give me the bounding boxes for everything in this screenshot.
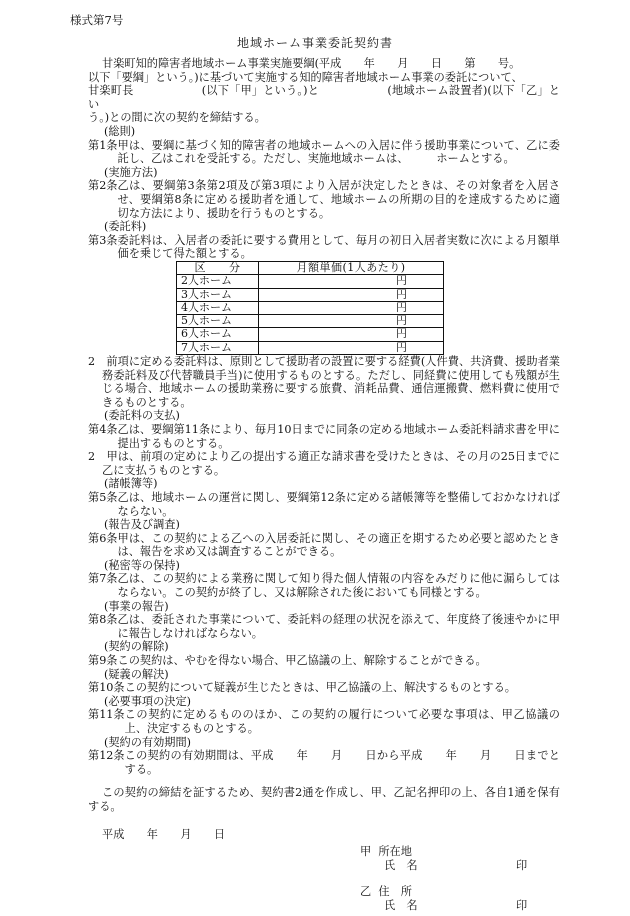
party-b-name-label: 氏 名: [384, 899, 418, 913]
cell-price: 円: [259, 288, 444, 301]
cell-kind: 3人ホーム: [177, 288, 259, 301]
party-b-address-row: [360, 885, 412, 899]
cell-price: 円: [259, 341, 444, 354]
cell-kind: 6人ホーム: [177, 328, 259, 341]
article-text: 乙は、地域ホームの運営に関し、要綱第12条に定める諸帳簿等を整備しておかなければならない。: [117, 490, 560, 518]
article-number: 第4条: [88, 422, 118, 436]
article-number: 第10条: [88, 681, 125, 695]
article-number: 第8条: [88, 613, 118, 627]
cell-price: 円: [259, 328, 444, 341]
article-number: 第3条: [88, 233, 118, 247]
article-number: 第12条: [88, 749, 125, 763]
heading-general: (総則): [104, 124, 136, 138]
article-text: 乙は、要綱第11条により、毎月10日までに同条の定める地域ホーム委託料請求書を甲に提出するものとする。: [117, 422, 560, 450]
fee-table-header: [177, 261, 444, 274]
cell-kind: 2人ホーム: [177, 275, 259, 288]
article-10: [88, 681, 560, 695]
article-5: [88, 491, 560, 518]
heading-confidentiality: (秘密等の保持): [104, 558, 180, 572]
party-b-name-row: [384, 899, 418, 913]
article-6: [88, 532, 560, 559]
article-number: 第2条: [88, 179, 118, 193]
party-b-address-label: 住 所: [378, 885, 412, 899]
article-2: [88, 179, 560, 220]
table-row: [177, 301, 444, 314]
article-4: [88, 423, 560, 450]
party-a-address-row: [360, 845, 412, 859]
party-b-label: 乙: [360, 885, 372, 899]
cell-kind: 7人ホーム: [177, 341, 259, 354]
article-number: 第11条: [88, 708, 125, 722]
article-8: [88, 613, 560, 640]
article-3: [88, 234, 560, 261]
article-text: 委託料は、入居者の委託に要する費用として、毎月の初日入居者実数に次による月額単価を乗じて得た額とする。: [117, 233, 560, 261]
party-a-name-row: [384, 859, 418, 873]
article-number: 第5条: [88, 490, 118, 504]
preamble: [88, 57, 560, 125]
heading-business-report: (事業の報告): [104, 599, 169, 613]
table-row: [177, 275, 444, 288]
article-7: [88, 572, 560, 599]
article-number: 第7条: [88, 572, 118, 586]
closing-statement: この契約の締結を証するため、契約書2通を作成し、甲、乙記名押印の上、各自1通を保有する。: [88, 786, 560, 813]
heading-fee: (委託料): [104, 220, 147, 234]
article-text: 甲は、この契約による乙への入居委託に関し、その適正を期するため必要と認めたときは、報告を求め又は調査することができる。: [117, 531, 560, 559]
preamble-line-2: 以下「要綱」という。)に基づいて実施する知的障害者地域ホーム事業の委託について、: [88, 70, 523, 84]
party-a-address-label: 所在地: [378, 845, 412, 859]
article-number: 第1条: [88, 138, 118, 152]
cell-price: 円: [259, 315, 444, 328]
cell-kind: 4人ホーム: [177, 301, 259, 314]
document-title: 地域ホーム事業委託契約書: [236, 36, 393, 50]
heading-doubts: (疑義の解決): [104, 667, 169, 681]
table-row: [177, 288, 444, 301]
article-1: [88, 139, 560, 166]
table-row: [177, 328, 444, 341]
article-text: 乙は、委託された事業について、委託料の経理の状況を添えて、年度終了後速やかに甲に報告しなければならない。: [117, 613, 560, 640]
article-9: [88, 654, 560, 668]
contract-date: 平成 年 月 日: [102, 827, 226, 841]
heading-validity: (契約の有効期間): [104, 735, 192, 749]
heading-necessary-matters: (必要事項の決定): [104, 694, 192, 708]
heading-books: (諸帳簿等): [104, 477, 158, 491]
cell-kind: 5人ホーム: [177, 315, 259, 328]
article-text: この契約に定めるもののほか、この契約の履行について必要な事項は、甲乙協議の上、決定するものとする。: [124, 708, 560, 736]
article-text: 乙は、要綱第3条第2項及び第3項により入居が決定したときは、その対象者を入居させ、要綱第8条に定める援助者を通して、地域ホームの所期の目的を達成するために適切な方法により、援助を行うものとする。: [117, 179, 560, 220]
article-number: 第9条: [88, 654, 118, 668]
article-text: この契約について疑義が生じたときは、甲乙協議の上、解決するものとする。: [124, 681, 516, 695]
article-3-paragraph-2: 2 前項に定める委託料は、原則として援助者の設置に要する経費(人件費、共済費、援助者業務委託料及び代替職員手当)に使用するものとする。ただし、同経費に使用しても残額が生じる場合、地域ホームの援助業務に要する旅費、消耗品費、通信運搬費、燃料費に使用できるものとする。: [88, 354, 560, 409]
article-text: この契約は、やむを得ない場合、甲乙協議の上、解除することができる。: [117, 654, 487, 668]
cell-price: 円: [259, 301, 444, 314]
party-a-seal: 印: [516, 859, 528, 873]
signature-block: [88, 845, 560, 916]
heading-report-investigation: (報告及び調査): [104, 518, 180, 532]
article-12: [88, 749, 560, 776]
header-kind: 区 分: [177, 261, 259, 274]
cell-price: 円: [259, 275, 444, 288]
party-a-name-label: 氏 名: [384, 859, 418, 873]
article-text: 甲は、要綱に基づく知的障害者の地域ホームへの入居に伴う援助事業について、乙に委託し、乙はこれを受託する。ただし、実施地域ホームは、 ホームとする。: [117, 138, 560, 166]
heading-method: (実施方法): [104, 165, 158, 179]
table-row: [177, 315, 444, 328]
party-a-label: 甲: [360, 845, 372, 859]
preamble-line-3: 甘楽町長 (以下「甲」という。)と (地域ホーム設置者)(以下「乙」とい: [88, 84, 560, 111]
fee-table: [176, 261, 444, 355]
table-row: [177, 341, 444, 354]
article-4-paragraph-2: 2 甲は、前項の定めにより乙の提出する適正な請求書を受けたときは、その月の25日までに乙に支払うものとする。: [88, 450, 560, 477]
article-11: [88, 708, 560, 735]
form-number: 様式第7号: [70, 13, 124, 27]
contract-body: [88, 57, 560, 916]
article-number: 第6条: [88, 531, 118, 545]
article-text: 乙は、この契約による業務に関して知り得た個人情報の内容をみだりに他に漏らしてはならない。この契約が終了し、又は解除された後においても同様とする。: [117, 572, 560, 600]
heading-termination: (契約の解除): [104, 640, 169, 654]
header-price: 月額単価(1人あたり): [259, 261, 444, 274]
heading-payment: (委託料の支払): [104, 409, 180, 423]
preamble-line-4: う。)との間に次の契約を締結する。: [88, 111, 266, 125]
party-b-seal: 印: [516, 899, 528, 913]
preamble-line-1: 甘楽町知的障害者地域ホーム事業実施要綱(平成 年 月 日 第 号。: [102, 57, 521, 70]
article-text: この契約の有効期間は、平成 年 月 日から平成 年 月 日までとする。: [124, 749, 560, 776]
